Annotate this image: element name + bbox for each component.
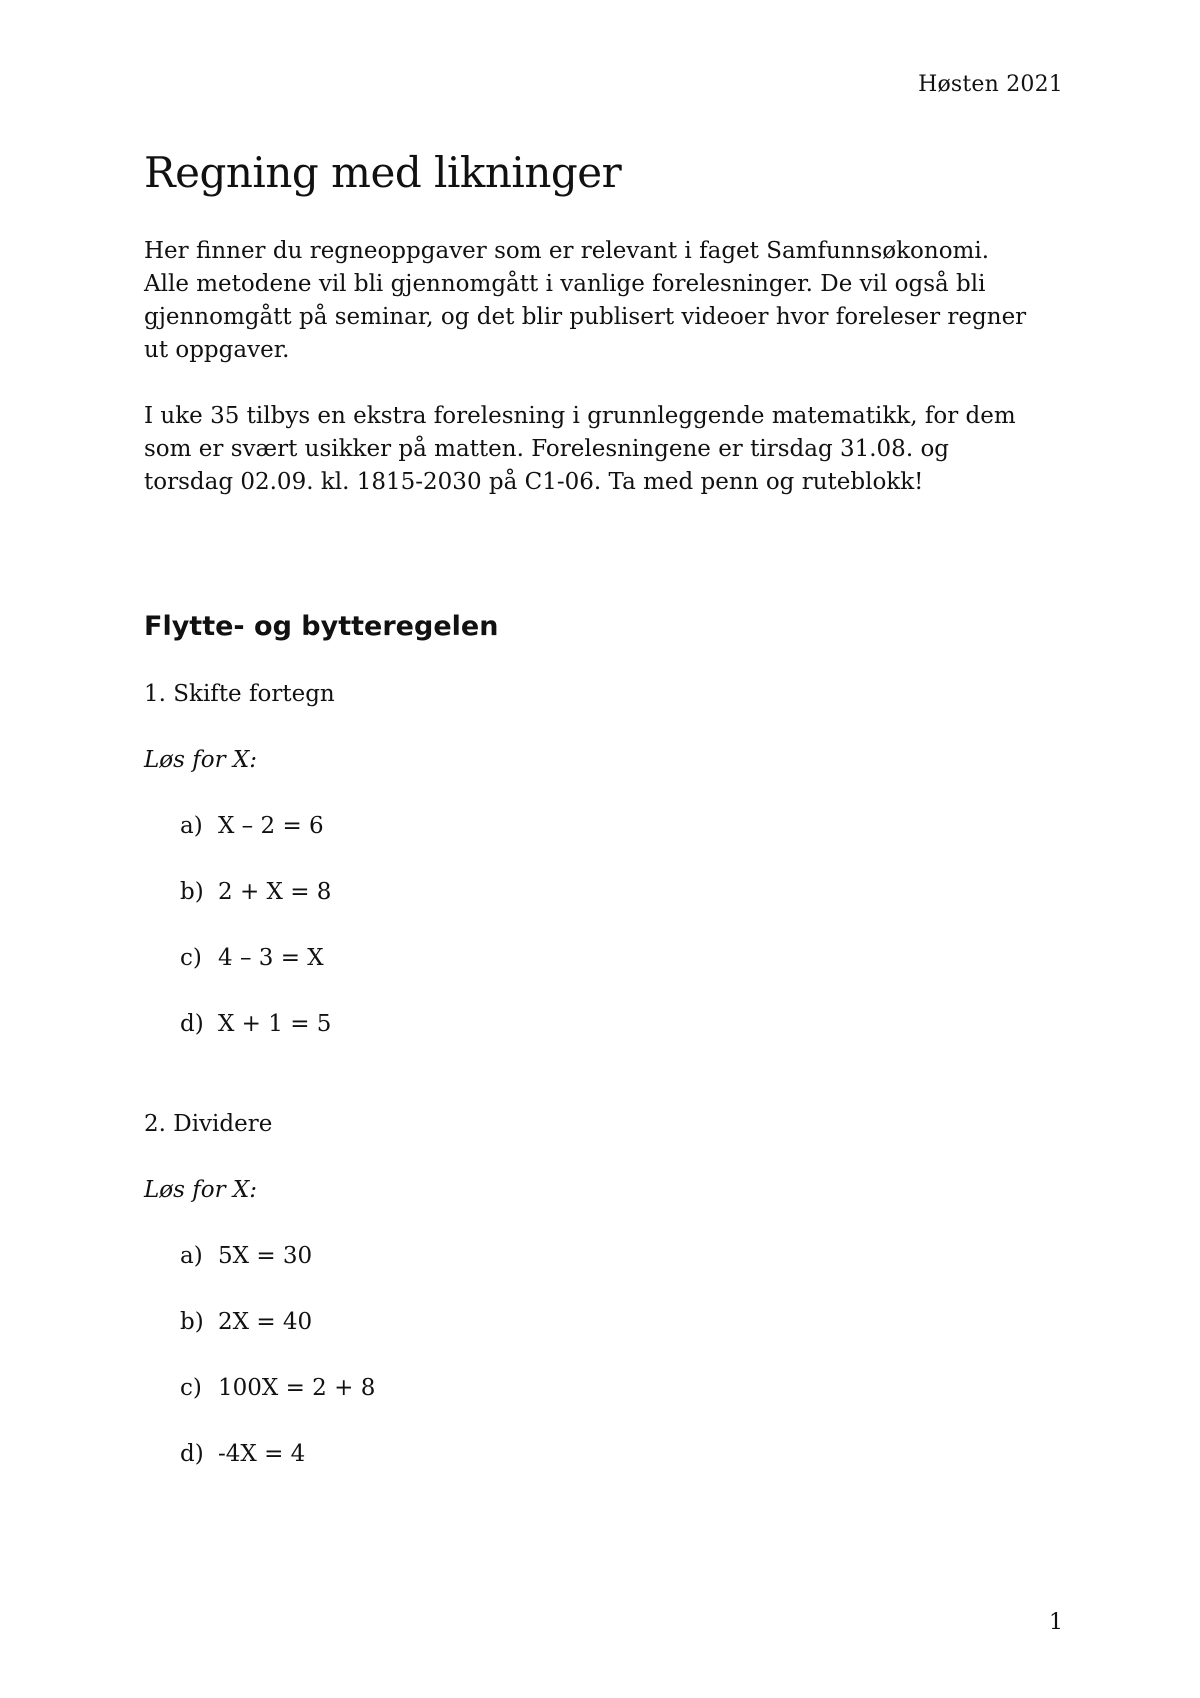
exercise-equation: X + 1 = 5 [218,1011,332,1037]
exercise-item [180,1243,312,1269]
exercise-item [180,1011,331,1037]
exercise-item [180,945,324,971]
intro-line: Alle metodene vil bli gjennomgått i vanlige forelesninger. De vil også bli [144,271,986,297]
exercise-letter: d) [180,1011,204,1037]
exercise-equation: -4X = 4 [218,1441,306,1467]
section-heading: Flytte- og bytteregelen [144,611,499,642]
exercise-equation: 2 + X = 8 [218,879,332,905]
exercise-letter: c) [180,945,202,971]
semester-header: Høsten 2021 [918,72,1063,97]
exercise-equation: 100X = 2 + 8 [218,1375,376,1401]
exercise-letter: c) [180,1375,202,1401]
page-title: Regning med likninger [144,148,622,197]
exercise-equation: 4 – 3 = X [218,945,324,971]
solve-label: Løs for X: [144,1177,258,1203]
block-label-skifte-fortegn: 1. Skifte fortegn [144,681,335,707]
block-label-dividere: 2. Dividere [144,1111,273,1137]
exercise-equation: 2X = 40 [218,1309,313,1335]
intro-paragraph-2 [144,400,1064,499]
intro-line: Her finner du regneoppgaver som er relevant i faget Samfunnsøkonomi. [144,238,990,264]
intro-paragraph-1 [144,235,1064,367]
exercise-item [180,879,331,905]
exercise-equation: X – 2 = 6 [218,813,324,839]
intro-line: torsdag 02.09. kl. 1815-2030 på C1-06. Ta med penn og ruteblokk! [144,469,924,495]
intro-line: ut oppgaver. [144,337,290,363]
exercise-letter: a) [180,1243,203,1269]
exercise-letter: d) [180,1441,204,1467]
exercise-letter: b) [180,1309,204,1335]
exercise-item [180,1375,375,1401]
exercise-item [180,1441,305,1467]
solve-label: Løs for X: [144,747,258,773]
page-number: 1 [1049,1610,1063,1635]
intro-line: gjennomgått på seminar, og det blir publisert videoer hvor foreleser regner [144,304,1027,330]
exercise-letter: b) [180,879,204,905]
exercise-item [180,813,324,839]
exercise-equation: 5X = 30 [218,1243,313,1269]
exercise-item [180,1309,312,1335]
intro-line: I uke 35 tilbys en ekstra forelesning i grunnleggende matematikk, for dem [144,403,1016,429]
intro-line: som er svært usikker på matten. Forelesningene er tirsdag 31.08. og [144,436,950,462]
exercise-letter: a) [180,813,203,839]
